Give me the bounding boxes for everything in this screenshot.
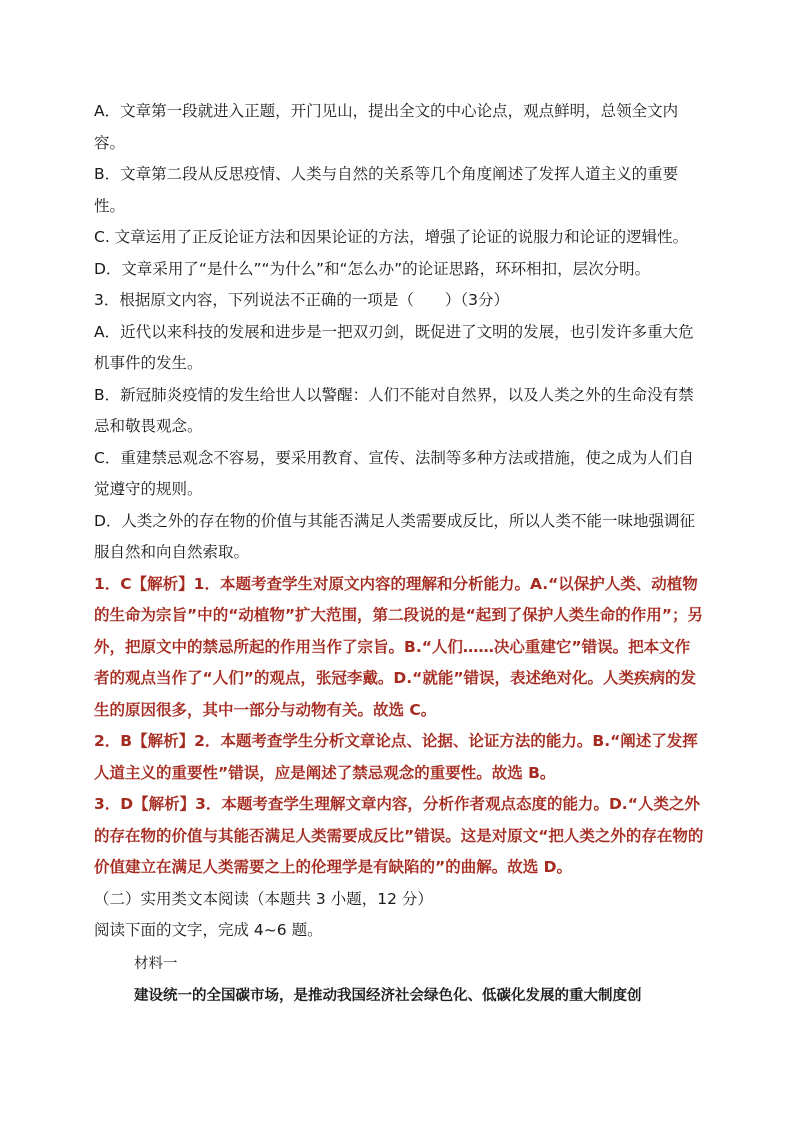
q3-option-d: D．人类之外的存在物的价值与其能否满足人类需要成反比，所以人类不能一味地强调征服自然和向自然索取。 [94, 511, 695, 561]
q2-option-a: A．文章第一段就进入正题，开门见山，提出全文的中心论点，观点鲜明，总领全文内容。 [94, 102, 679, 152]
q2-option-b: B．文章第二段从反思疫情、人类与自然的关系等几个角度阐述了发挥人道主义的重要性。 [94, 165, 679, 215]
material-label: 材料一 [134, 955, 178, 972]
answer-2: 2．B【解析】2．本题考查学生分析文章论点、论据、论证方法的能力。B.“阐述了发挥人道主义的重要性”错误，应是阐述了禁忌观念的重要性。故选 B。 [94, 732, 698, 782]
section-title: （二）实用类文本阅读（本题共 3 小题，12 分） [94, 889, 433, 908]
section-instruction: 阅读下面的文字，完成 4~6 题。 [94, 921, 323, 939]
document-body [94, 96, 704, 1012]
q3-option-a: A．近代以来科技的发展和进步是一把双刃剑，既促进了文明的发展，也引发许多重大危机事件的发生。 [94, 322, 694, 372]
q3-option-b: B．新冠肺炎疫情的发生给世人以警醒：人们不能对自然界，以及人类之外的生命没有禁忌和敬畏观念。 [94, 385, 694, 435]
answer-3: 3．D【解析】3．本题考查学生理解文章内容，分析作者观点态度的能力。D.“人类之外的存在物的价值与其能否满足人类需要成反比”错误。这是对原文“把人类之外的存在物的价值建立在满足人类需要之上的伦理学是有缺陷的”的曲解。故选 D。 [94, 795, 704, 876]
q2-option-c: C. 文章运用了正反论证方法和因果论证的方法，增强了论证的说服力和论证的逻辑性。 [94, 228, 689, 246]
material-text: 建设统一的全国碳市场，是推动我国经济社会绿色化、低碳化发展的重大制度创 [134, 987, 642, 1004]
q2-option-d: D．文章采用了“是什么”“为什么”和“怎么办”的论证思路，环环相扣，层次分明。 [94, 259, 651, 278]
answer-1: 1．C【解析】1．本题考查学生对原文内容的理解和分析能力。A.“以保护人类、动植物的生命为宗旨”中的“动植物”扩大范围，第二段说的是“起到了保护人类生命的作用”；另外，把原文中的禁忌所起的作用当作了宗旨。B.“人们……决心重建它”错误。把本文作者的观点当作了“人们”的观点，张冠李戴。D.“就能”错误，表述绝对化。人类疾病的发生的原因很多，其中一部分与动物有关。故选 C。 [94, 574, 703, 719]
q3-option-c: C．重建禁忌观念不容易，要采用教育、宣传、法制等多种方法或措施，使之成为人们自觉遵守的规则。 [94, 448, 694, 498]
q3-stem: 3．根据原文内容，下列说法不正确的一项是（ ）（3分） [94, 291, 509, 309]
